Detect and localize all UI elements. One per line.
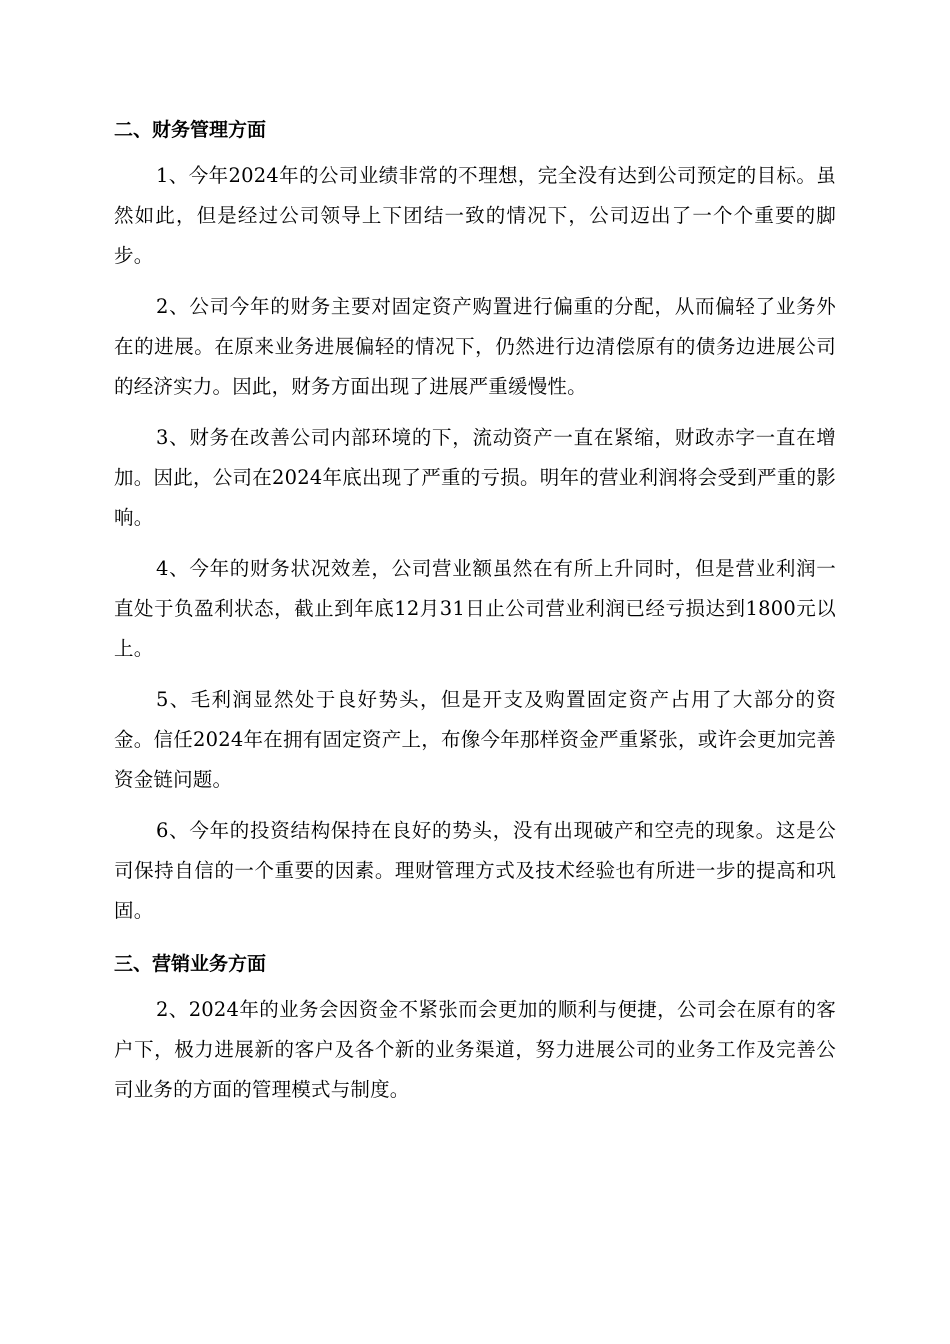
paragraph: 6、今年的投资结构保持在良好的势头，没有出现破产和空壳的现象。这是公司保持自信的一个重要的因素。理财管理方式及技术经验也有所进一步的提高和巩固。 — [114, 819, 836, 922]
paragraph: 5、毛利润显然处于良好势头，但是开支及购置固定资产占用了大部分的资金。信任2024年在拥有固定资产上，布像今年那样资金严重紧张，或许会更加完善资金链问题。 — [114, 688, 836, 791]
paragraph: 3、财务在改善公司内部环境的下，流动资产一直在紧缩，财政赤字一直在增加。因此，公司在2024年底出现了严重的亏损。明年的营业利润将会受到严重的影响。 — [114, 426, 836, 529]
paragraph: 4、今年的财务状况效差，公司营业额虽然在有所上升同时，但是营业利润一直处于负盈利状态，截止到年底12月31日止公司营业利润已经亏损达到1800元以上。 — [114, 557, 836, 660]
document-body — [114, 108, 836, 1121]
section-heading-finance: 二、财务管理方面 — [114, 119, 267, 141]
paragraph: 1、今年2024年的公司业绩非常的不理想，完全没有达到公司预定的目标。虽然如此，但是经过公司领导上下团结一致的情况下，公司迈出了一个个重要的脚步。 — [114, 164, 836, 267]
paragraph: 2、公司今年的财务主要对固定资产购置进行偏重的分配，从而偏轻了业务外在的进展。在原来业务进展偏轻的情况下，仍然进行边清偿原有的债务边进展公司的经济实力。因此，财务方面出现了进展严重缓慢性。 — [114, 295, 836, 398]
section-heading-marketing: 三、营销业务方面 — [114, 953, 267, 975]
paragraph: 2、2024年的业务会因资金不紧张而会更加的顺利与便捷，公司会在原有的客户下，极力进展新的客户及各个新的业务渠道，努力进展公司的业务工作及完善公司业务的方面的管理模式与制度。 — [114, 998, 836, 1101]
